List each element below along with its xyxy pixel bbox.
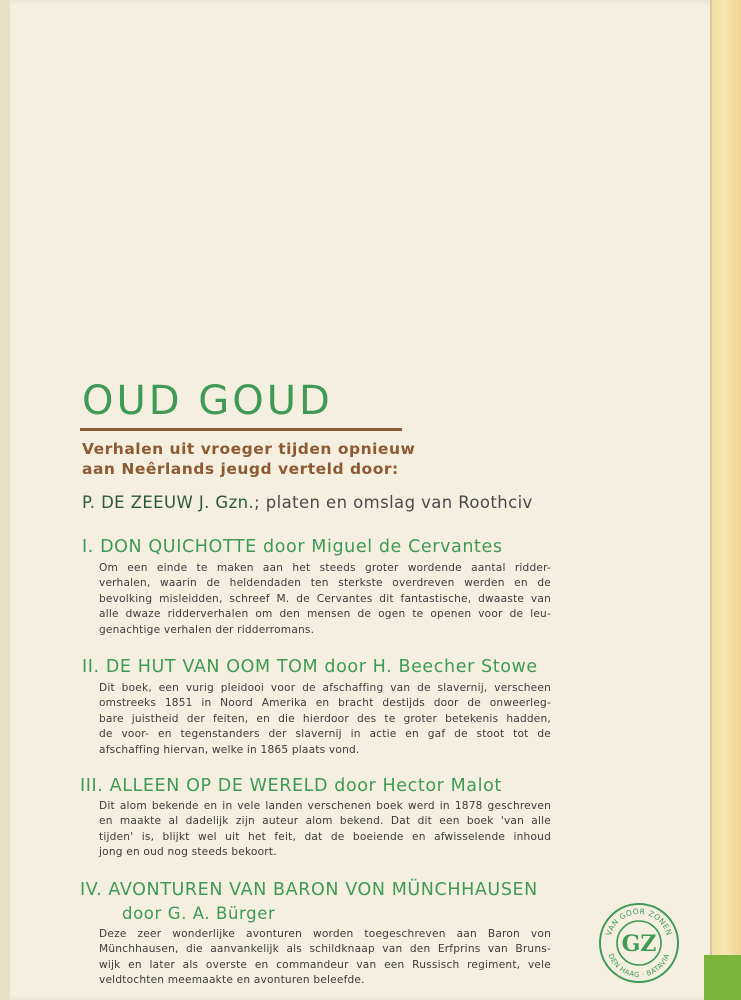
book-2-line: omstreeks 1851 in Noord Amerika en bracht destijds door de onweerleg- bbox=[99, 697, 551, 710]
book-4-line: wijk en later als overste en commandeur van een Russisch regiment, vele bbox=[99, 958, 551, 971]
book-2-line: Dit boek, een vurig pleidooi voor de afschaffing van de slavernij, verscheen bbox=[99, 682, 551, 694]
illustrator-credit: ; platen en omslag van Roothciv bbox=[254, 493, 533, 512]
book-4-title: AVONTUREN VAN BARON VON MÜNCHHAUSEN bbox=[108, 880, 538, 900]
book-4-author: door G. A. Bürger bbox=[122, 904, 276, 923]
book-1-number: I. bbox=[82, 537, 94, 557]
book-4-description bbox=[99, 927, 551, 989]
book-1-line: Om een einde te maken aan het steeds groter wordende aantal ridder- bbox=[99, 562, 551, 574]
book-2-line: afschaffing hiervan, welke in 1865 plaats vond. bbox=[99, 743, 360, 756]
book-2-title: DE HUT VAN OOM TOM bbox=[105, 657, 319, 677]
book-2-heading bbox=[82, 657, 538, 677]
book-1-line: bevolking misleidden, schreef M. de Cervantes dit fantastische, dwaaste van bbox=[99, 592, 551, 605]
stamp-monogram: GZ bbox=[621, 931, 657, 957]
book-3-author: door Hector Malot bbox=[334, 776, 502, 796]
book-1-title: DON QUICHOTTE bbox=[100, 537, 257, 557]
author-line bbox=[82, 493, 533, 512]
price-sticker bbox=[704, 955, 741, 1000]
book-1-line: genachtige verhalen der ridderromans. bbox=[99, 623, 315, 636]
book-2-description bbox=[99, 681, 551, 758]
book-1-description bbox=[99, 561, 551, 638]
title-underline bbox=[80, 428, 402, 431]
book-1-heading bbox=[82, 537, 503, 557]
book-3-title: ALLEEN OP DE WERELD bbox=[109, 776, 329, 796]
publisher-stamp-icon bbox=[598, 902, 680, 984]
stamp-bottom-text: DEN HAAG · BATAVIA bbox=[606, 952, 672, 980]
author-name: P. DE ZEEUW J. Gzn. bbox=[82, 493, 255, 512]
book-3-heading bbox=[80, 776, 502, 796]
book-spine bbox=[712, 0, 741, 1000]
book-3-line: en maakte al dadelijk zijn auteur alom bekend. Dat dit een boek 'van alle bbox=[99, 815, 551, 828]
book-3-line: tijden' is, blijkt wel uit het feit, dat de boeiende en afwisselende inhoud bbox=[99, 830, 551, 843]
book-4-number: IV. bbox=[80, 880, 103, 900]
book-4-line: Münchhausen, die aanvankelijk als schildknaap van den Erfprins van Bruns- bbox=[99, 943, 551, 956]
book-3-number: III. bbox=[80, 776, 104, 796]
subtitle-line-1: Verhalen uit vroeger tijden opnieuw bbox=[82, 440, 416, 458]
book-4-byline bbox=[122, 904, 275, 923]
book-2-line: de voor- en tegenstanders der slavernij in actie en gaf de stoot tot de bbox=[99, 728, 551, 741]
book-3-line: jong en oud nog steeds bekoort. bbox=[99, 846, 277, 859]
book-1-author: door Miguel de Cervantes bbox=[263, 537, 503, 557]
book-4-line: veldtochten meemaakte en avonturen beleefde. bbox=[99, 974, 365, 987]
book-3-description bbox=[99, 799, 551, 861]
book-4-heading bbox=[80, 880, 538, 900]
subtitle-line-2: aan Neêrlands jeugd verteld door: bbox=[82, 460, 399, 478]
book-1-line: alle dwaze ridderverhalen om den mensen de ogen te openen voor de leu- bbox=[99, 608, 551, 621]
book-2-number: II. bbox=[82, 657, 100, 677]
series-title: OUD GOUD bbox=[82, 378, 333, 424]
book-1-line: verhalen, waarin de heldendaden ten sterkste overdreven werden en de bbox=[99, 577, 551, 590]
book-2-author: door H. Beecher Stowe bbox=[324, 657, 538, 677]
book-3-line: Dit alom bekende en in vele landen verschenen boek werd in 1878 geschreven bbox=[99, 800, 551, 812]
stamp-top-text: VAN GOOR ZONEN bbox=[604, 906, 674, 937]
book-4-line: Deze zeer wonderlijke avonturen worden toegeschreven aan Baron von bbox=[99, 928, 551, 940]
book-2-line: bare juistheid der feiten, en die hierdoor des te groter betekenis hadden, bbox=[99, 712, 551, 725]
